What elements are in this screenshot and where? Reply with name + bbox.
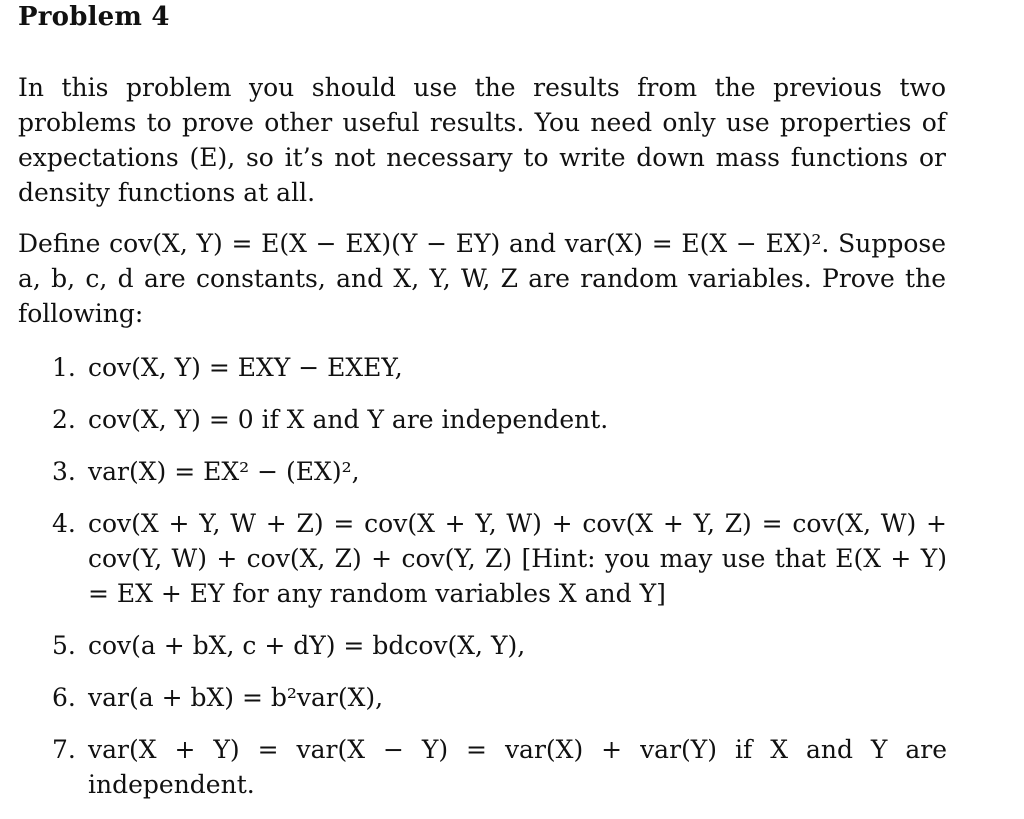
intro-paragraph: In this problem you should use the results from the previous two problems to prove other useful results. You need only use properties of expectations (E), so it’s not necessary to write down mass functions or density functions at all. bbox=[18, 73, 946, 207]
item-number: 3. bbox=[52, 457, 76, 486]
list-item bbox=[52, 454, 947, 489]
item-text: var(X) = EX² − (EX)², bbox=[88, 457, 360, 486]
list-item bbox=[52, 506, 947, 611]
item-number: 5. bbox=[52, 631, 76, 660]
item-text: cov(X + Y, W + Z) = cov(X + Y, W) + cov(X + Y, Z) = cov(X, W) + cov(Y, W) + cov(X, Z) + cov(Y, Z) [Hint: you may use that E(X + Y) = EX + EY for any random variables X and Y] bbox=[88, 509, 947, 608]
list-item bbox=[52, 732, 947, 802]
list-item bbox=[52, 628, 947, 663]
list-item bbox=[52, 402, 947, 437]
item-text: cov(a + bX, c + dY) = bdcov(X, Y), bbox=[88, 631, 526, 660]
item-text: cov(X, Y) = EXY − EXEY, bbox=[88, 353, 403, 382]
item-text: var(X + Y) = var(X − Y) = var(X) + var(Y) if X and Y are independent. bbox=[88, 735, 947, 799]
item-number: 1. bbox=[52, 353, 76, 382]
item-number: 4. bbox=[52, 509, 76, 538]
item-text: var(a + bX) = b²var(X), bbox=[88, 683, 384, 712]
definition-paragraph: Define cov(X, Y) = E(X − EX)(Y − EY) and var(X) = E(X − EX)². Suppose a, b, c, d are constants, and X, Y, W, Z are random variables. Prove the following: bbox=[18, 229, 946, 328]
list-item bbox=[52, 350, 947, 385]
item-text: cov(X, Y) = 0 if X and Y are independent. bbox=[88, 405, 609, 434]
results-list bbox=[52, 350, 947, 819]
problem-title: Problem 4 bbox=[18, 2, 170, 32]
item-number: 7. bbox=[52, 735, 76, 764]
item-number: 6. bbox=[52, 683, 76, 712]
list-item bbox=[52, 680, 947, 715]
item-number: 2. bbox=[52, 405, 76, 434]
